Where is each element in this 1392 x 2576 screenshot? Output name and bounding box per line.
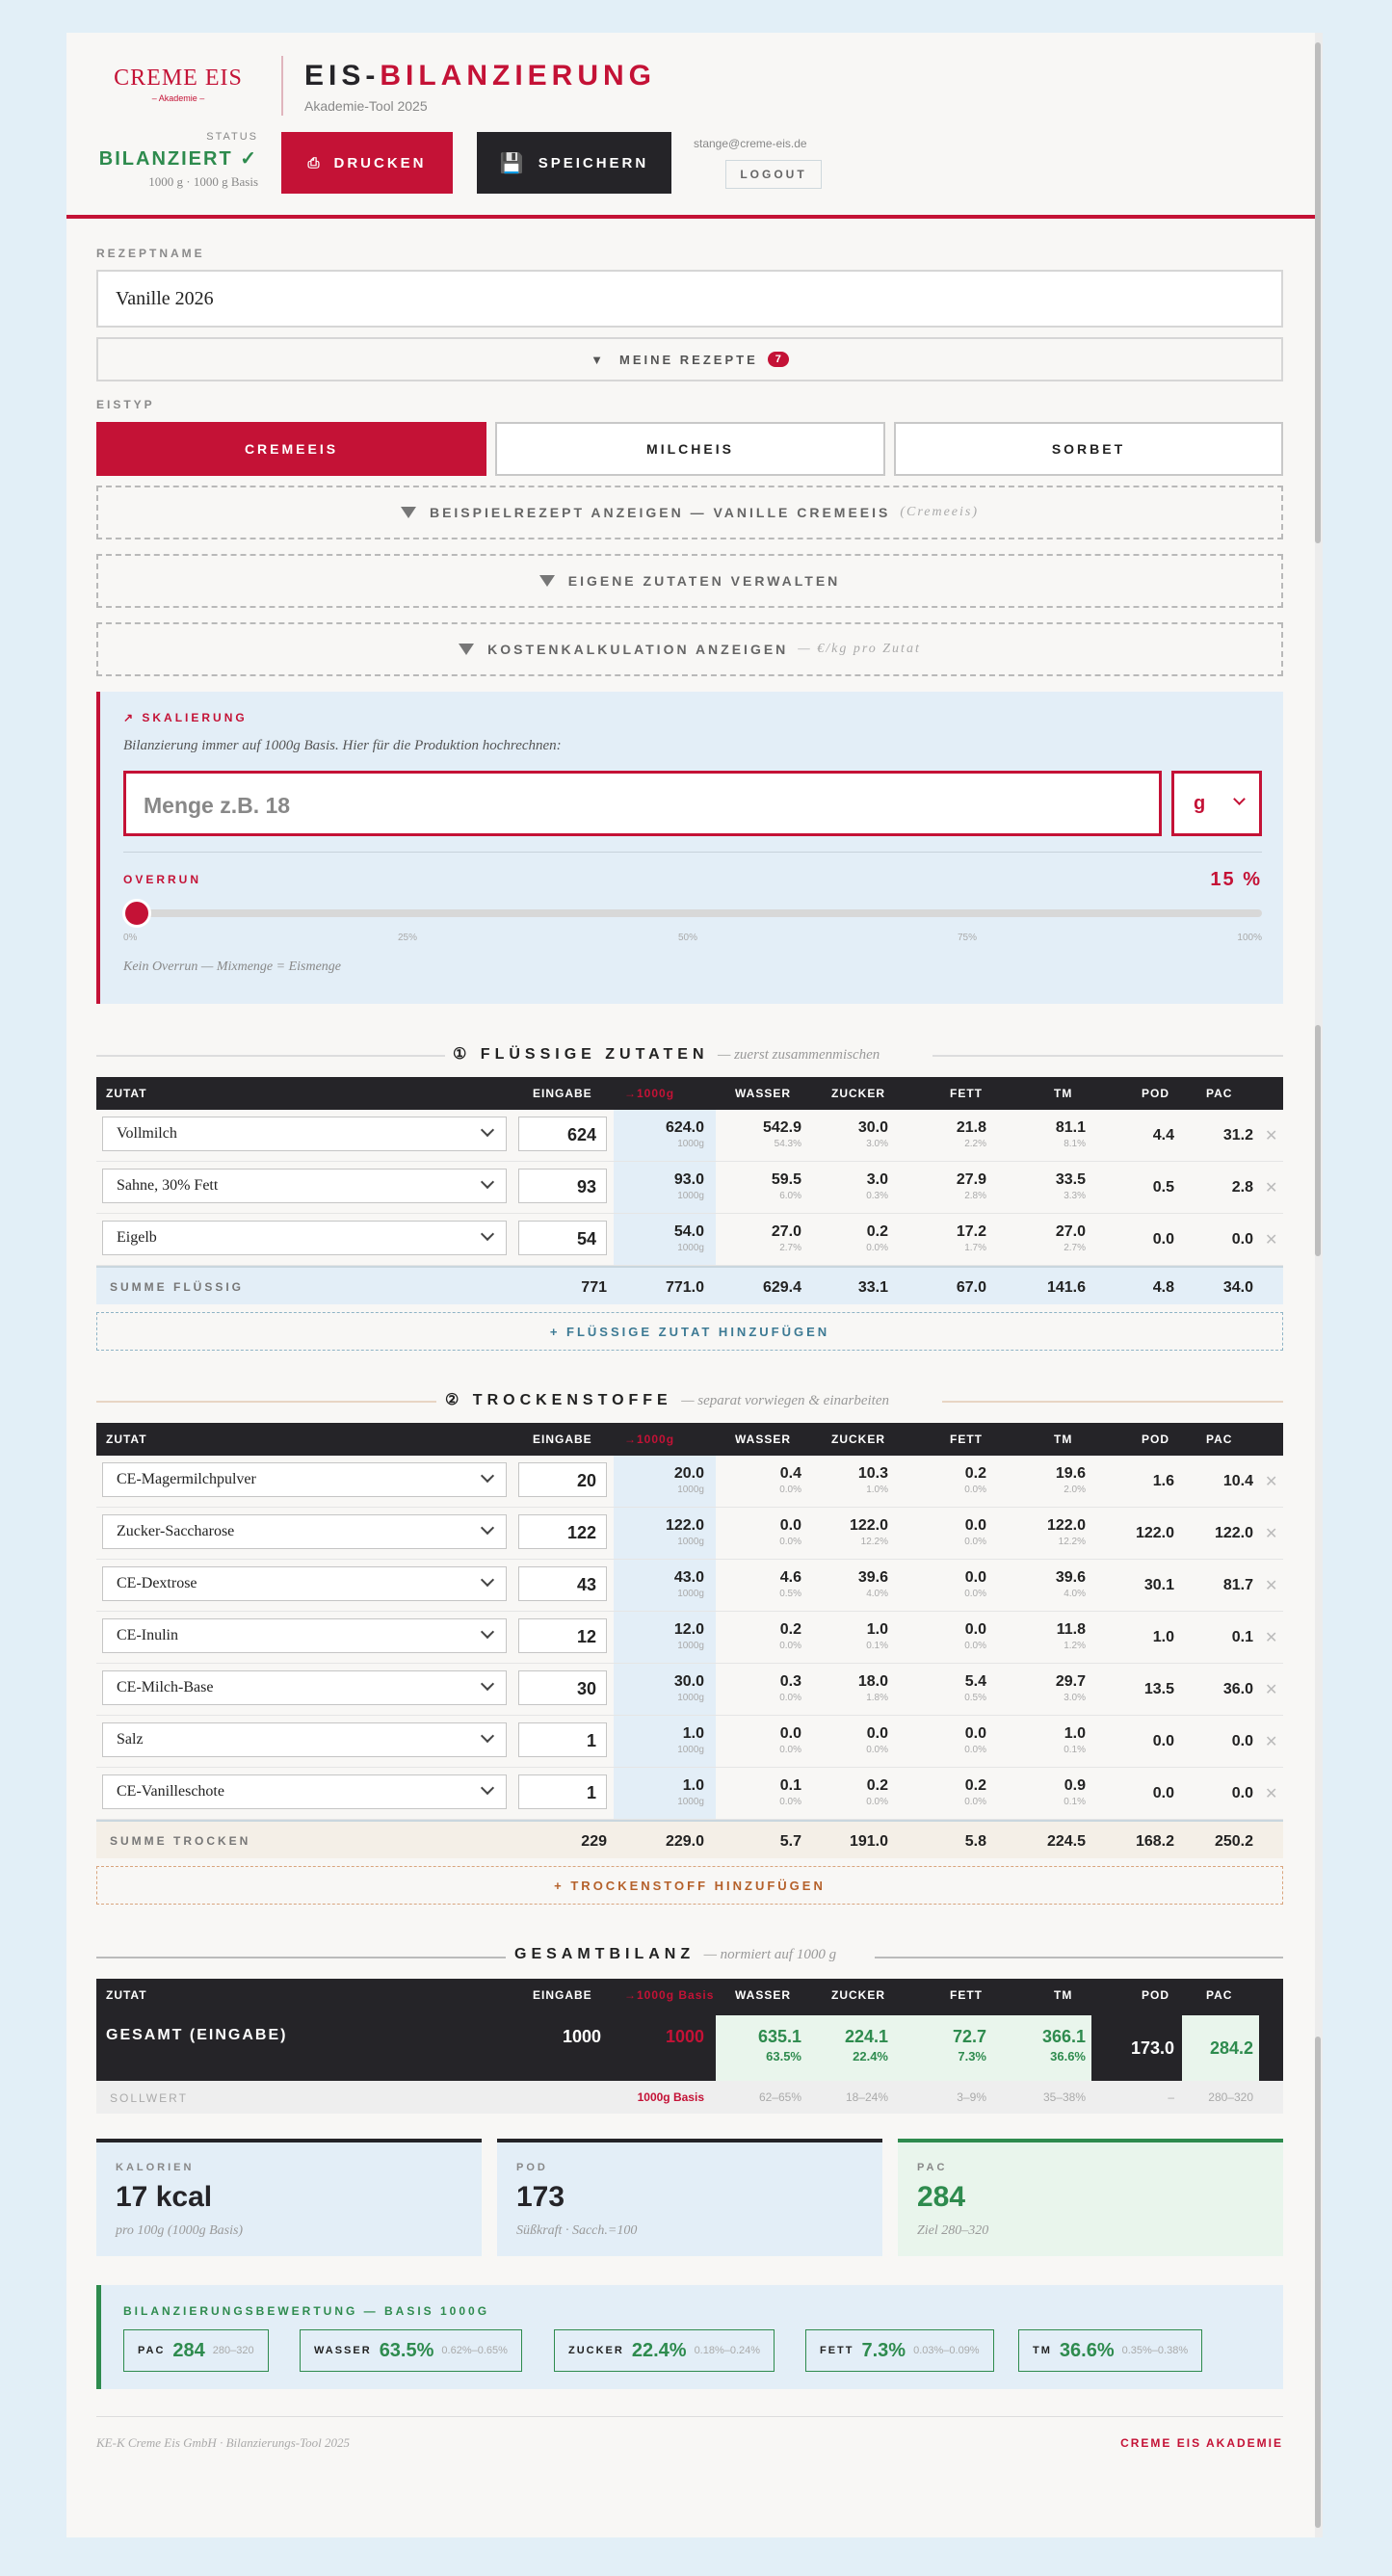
cell-zucker: 122.0 12.2% [849,1517,888,1547]
chevron-down-icon [481,1729,494,1743]
cell-pod: 4.4 [1152,1127,1174,1143]
cell-zucker: 30.0 3.0% [857,1119,888,1149]
total-pac-value: 284.2 [1209,2038,1253,2058]
amount-input[interactable]: 43 [518,1566,607,1601]
print-button[interactable]: ⎙ DRUCKEN [281,132,453,194]
cell-pac: 2.8 [1231,1179,1253,1196]
cell-pac: 0.0 [1231,1785,1253,1801]
cell-pod: 122.0 [1135,1525,1174,1541]
scale-amount-input[interactable]: Menge z.B. 18 [123,771,1162,836]
chevron-down-icon [481,1175,494,1189]
ingredient-select[interactable]: CE-Dextrose [102,1566,507,1601]
status-basis: 1000 g · 1000 g Basis [148,174,258,189]
table-row [96,1110,1283,1162]
cell-1000g: 30.0 1000g [673,1673,704,1703]
cell-pac: 31.2 [1222,1127,1253,1143]
icetype-sorbet[interactable]: SORBET [894,422,1283,476]
cell-tm: 39.6 4.0% [1055,1569,1086,1599]
recipe-name-label: REZEPTNAME [96,247,205,260]
ingredient-select[interactable]: CE-Vanilleschote [102,1774,507,1809]
chevron-down-icon [481,1781,494,1795]
cell-pac: 10.4 [1222,1473,1253,1489]
cell-pod: 13.5 [1143,1681,1174,1697]
cell-pac: 36.0 [1222,1681,1253,1697]
cell-zucker: 0.2 0.0% [866,1777,888,1807]
table-row [96,1162,1283,1214]
icetype-cremeeis[interactable]: CREMEEIS [96,422,486,476]
cell-wasser: 0.0 0.0% [779,1517,801,1547]
ingredient-select[interactable]: Zucker-Saccharose [102,1514,507,1549]
header-rule [66,215,1315,219]
cost-calc-toggle[interactable]: KOSTENKALKULATION ANZEIGEN — €/kg pro Zutat [96,622,1283,676]
eval-fett: FETT 7.3% 0.03%–0.09% [805,2329,994,2372]
cell-pod: 1.6 [1152,1473,1174,1489]
cell-pod: 0.5 [1152,1179,1174,1196]
chevron-down-icon [481,1227,494,1241]
icetype-label: EISTYP [96,398,155,411]
cell-1000g: 54.0 1000g [673,1223,704,1253]
logo [96,66,260,103]
cell-zucker: 10.3 1.0% [857,1465,888,1495]
sum-row: SUMME TROCKEN 229 229.0 5.7 191.0 5.8 224.5 168.2 250.2 [96,1820,1283,1858]
total-1000g-value: 1000 [665,2027,704,2046]
triangle-down-icon [539,575,555,587]
overrun-slider-track[interactable] [123,909,1262,917]
cell-pac: 81.7 [1222,1577,1253,1593]
cell-zucker: 39.6 4.0% [857,1569,888,1599]
cell-1000g: 93.0 1000g [673,1171,704,1201]
logo-sub: – Akademie – [151,93,205,103]
scaling-title: ↗ SKALIERUNG [123,711,248,724]
remove-row-icon[interactable]: ✕ [1265,1128,1278,1144]
overrun-note: Kein Overrun — Mixmenge = Eismenge [123,959,342,974]
cell-tm: 29.7 3.0% [1055,1673,1086,1703]
cell-wasser: 59.5 6.0% [771,1171,801,1201]
table-row [96,1560,1283,1612]
amount-input[interactable]: 93 [518,1169,607,1203]
cell-pod: 0.0 [1152,1231,1174,1248]
remove-row-icon[interactable]: ✕ [1265,1734,1278,1750]
cell-wasser: 4.6 0.5% [779,1569,801,1599]
cell-zucker: 18.0 1.8% [857,1673,888,1703]
user-email: stange@creme-eis.de [694,137,807,150]
dry-section-heading: ② TROCKENSTOFFE — separat vorwiegen & einarbeiten [96,1390,1283,1409]
table-row [96,1612,1283,1664]
pac-card: PAC 284 Ziel 280–320 [898,2139,1283,2256]
chevron-down-icon [481,1573,494,1587]
total-table-header: ZUTAT EINGABE →1000g Basis WASSER ZUCKER FETT TM POD PAC [106,1988,1233,2002]
cell-zucker: 1.0 0.1% [866,1621,888,1651]
calories-card: KALORIEN 17 kcal pro 100g (1000g Basis) [96,2139,482,2256]
remove-row-icon[interactable]: ✕ [1265,1180,1278,1196]
evaluation-title: BILANZIERUNGSBEWERTUNG — BASIS 1000G [123,2304,490,2318]
scale-unit-select[interactable]: g [1171,771,1262,836]
my-recipes-toggle[interactable]: ▼ MEINE REZEPTE 7 [96,337,1283,381]
eval-zucker: ZUCKER 22.4% 0.18%–0.24% [554,2329,775,2372]
total-section-heading: GESAMTBILANZ — normiert auf 1000 g [96,1946,1283,1965]
cell-wasser: 0.4 0.0% [779,1465,801,1495]
cell-pod: 30.1 [1143,1577,1174,1593]
cell-tm: 11.8 1.2% [1056,1621,1086,1651]
cell-fett: 21.8 2.2% [956,1119,986,1149]
ingredient-select[interactable]: CE-Inulin [102,1618,507,1653]
liquid-table [96,1077,1283,1351]
ingredient-select[interactable]: Sahne, 30% Fett [102,1169,507,1203]
amount-input[interactable]: 30 [518,1670,607,1705]
cell-1000g: 1.0 1000g [677,1725,704,1755]
table-row [96,1716,1283,1768]
cell-zucker: 3.0 0.3% [866,1171,888,1201]
table-row [96,1214,1283,1266]
recipe-count-badge: 7 [768,352,789,367]
recipe-name-input[interactable]: Vanille 2026 [96,270,1283,328]
logo-name: CREME EIS [114,66,243,91]
amount-input[interactable]: 54 [518,1221,607,1255]
own-ingredients-toggle[interactable]: EIGENE ZUTATEN VERWALTEN [96,554,1283,608]
table-row [96,1664,1283,1716]
cell-wasser: 542.9 54.3% [762,1119,801,1149]
cell-tm: 19.6 2.0% [1055,1465,1086,1495]
cell-zucker: 0.2 0.0% [866,1223,888,1253]
table-row [96,1768,1283,1820]
remove-row-icon[interactable]: ✕ [1265,1474,1278,1490]
status-block [96,131,258,190]
cell-fett: 0.2 0.0% [964,1465,986,1495]
footer-rule [96,2416,1283,2417]
table-header: ZUTAT EINGABE →1000g WASSER ZUCKER FETT TM POD PAC [96,1423,1283,1456]
chevron-down-icon [481,1521,494,1535]
cell-fett: 5.4 0.5% [964,1673,986,1703]
remove-row-icon[interactable]: ✕ [1265,1232,1278,1249]
chevron-down-icon [1233,793,1246,805]
total-table [96,1979,1283,2081]
liquid-section-heading: ① FLÜSSIGE ZUTATEN — zuerst zusammenmischen [96,1044,1283,1064]
add-dry-button[interactable]: + TROCKENSTOFF HINZUFÜGEN [96,1866,1283,1905]
cell-1000g: 20.0 1000g [673,1465,704,1495]
total-row-label: GESAMT (EINGABE) [106,2027,288,2043]
remove-row-icon[interactable]: ✕ [1265,1786,1278,1802]
scrollbar[interactable] [1315,33,1323,2537]
table-header: ZUTAT EINGABE →1000g WASSER ZUCKER FETT TM POD PAC [96,1077,1283,1110]
eval-pac: PAC 284 280–320 [123,2329,269,2372]
remove-row-icon[interactable]: ✕ [1265,1578,1278,1594]
cell-fett: 0.0 0.0% [964,1725,986,1755]
scaling-description: Bilanzierung immer auf 1000g Basis. Hier für die Produktion hochrechnen: [123,738,562,753]
chevron-down-icon [481,1625,494,1639]
eval-tm: TM 36.6% 0.35%–0.38% [1018,2329,1202,2372]
remove-row-icon[interactable]: ✕ [1265,1682,1278,1698]
print-icon: ⎙ [307,154,323,171]
chevron-down-icon [481,1677,494,1691]
cell-pod: 0.0 [1152,1785,1174,1801]
status-label: STATUS [206,131,258,143]
sum-row: SUMME FLÜSSIG 771 771.0 629.4 33.1 67.0 141.6 4.8 34.0 [96,1266,1283,1304]
triangle-down-icon: ▼ [591,352,606,367]
cell-pac: 0.0 [1231,1231,1253,1248]
cell-fett: 17.2 1.7% [956,1223,986,1253]
cell-pac: 122.0 [1214,1525,1253,1541]
status-badge: BILANZIERT ✓ [98,148,258,170]
chevron-down-icon [481,1123,494,1137]
cell-1000g: 12.0 1000g [673,1621,704,1651]
ingredient-select[interactable]: CE-Magermilchpulver [102,1462,507,1497]
overrun-value: 15 % [1210,869,1262,890]
pod-card: POD 173 Süßkraft · Sacch.=100 [497,2139,882,2256]
cell-fett: 0.2 0.0% [964,1777,986,1807]
cell-tm: 27.0 2.7% [1055,1223,1086,1253]
overrun-label: OVERRUN [123,873,202,886]
cell-1000g: 43.0 1000g [673,1569,704,1599]
cell-pac: 0.1 [1231,1629,1253,1645]
example-recipe-toggle[interactable]: BEISPIELREZEPT ANZEIGEN — VANILLE CREMEEIS (Cremeeis) [96,486,1283,539]
footer-brand[interactable]: CREME EIS AKADEMIE [1120,2436,1283,2450]
save-button[interactable]: 💾 SPEICHERN [477,132,671,194]
sollwert-row: SOLLWERT 1000g Basis 62–65% 18–24% 3–9% 35–38% – 280–320 [96,2081,1283,2114]
table-row [96,1456,1283,1508]
cell-wasser: 0.2 0.0% [779,1621,801,1651]
cell-fett: 0.0 0.0% [964,1517,986,1547]
cell-pod: 0.0 [1152,1733,1174,1749]
logout-button[interactable]: LOGOUT [725,160,822,189]
table-row [96,1508,1283,1560]
triangle-down-icon [401,507,416,518]
amount-input[interactable]: 12 [518,1618,607,1653]
cell-1000g: 624.0 1000g [665,1119,704,1149]
icetype-milcheis[interactable]: MILCHEIS [495,422,885,476]
ingredient-select[interactable]: Salz [102,1722,507,1757]
total-pod-value: 173.0 [1130,2038,1174,2058]
cell-tm: 33.5 3.3% [1055,1171,1086,1201]
cell-fett: 27.9 2.8% [956,1171,986,1201]
cell-tm: 0.9 0.1% [1064,1777,1086,1807]
footer-copyright: KE-K Creme Eis GmbH · Bilanzierungs-Tool 2025 [96,2435,351,2450]
cell-pac: 0.0 [1231,1733,1253,1749]
header-divider [281,56,283,116]
triangle-down-icon [459,644,474,655]
cell-1000g: 122.0 1000g [665,1517,704,1547]
total-values: 635.1 63.5% 224.1 22.4% 72.7 7.3% 366.1 36.6% [757,2027,1086,2063]
floppy-icon: 💾 [499,152,527,174]
cell-tm: 1.0 0.1% [1064,1725,1086,1755]
dry-table [96,1423,1283,1905]
overrun-ticks: 0% 25% 50% 75% 100% [123,933,1262,943]
cell-wasser: 27.0 2.7% [771,1223,801,1253]
cell-zucker: 0.0 0.0% [866,1725,888,1755]
add-liquid-button[interactable]: + FLÜSSIGE ZUTAT HINZUFÜGEN [96,1312,1283,1351]
amount-input[interactable]: 1 [518,1722,607,1757]
remove-row-icon[interactable]: ✕ [1265,1526,1278,1542]
cell-pod: 1.0 [1152,1629,1174,1645]
ingredient-select[interactable]: Eigelb [102,1221,507,1255]
cell-tm: 81.1 8.1% [1055,1119,1086,1149]
ingredient-select[interactable]: CE-Milch-Base [102,1670,507,1705]
total-input-value: 1000 [562,2027,601,2046]
amount-input[interactable]: 1 [518,1774,607,1809]
page-title: EIS-BILANZIERUNG [304,60,657,92]
chevron-down-icon [481,1469,494,1483]
tool-version: Akademie-Tool 2025 [304,98,428,114]
amount-input[interactable]: 122 [518,1514,607,1549]
cell-fett: 0.0 0.0% [964,1569,986,1599]
eval-wasser: WASSER 63.5% 0.62%–0.65% [300,2329,522,2372]
scaling-divider [123,852,1262,853]
cell-tm: 122.0 12.2% [1046,1517,1086,1547]
ingredient-select[interactable]: Vollmilch [102,1117,507,1151]
overrun-slider-handle[interactable] [122,899,151,928]
cell-wasser: 0.3 0.0% [779,1673,801,1703]
cell-1000g: 1.0 1000g [677,1777,704,1807]
amount-input[interactable]: 624 [518,1117,607,1151]
cell-wasser: 0.1 0.0% [779,1777,801,1807]
amount-input[interactable]: 20 [518,1462,607,1497]
cell-fett: 0.0 0.0% [964,1621,986,1651]
remove-row-icon[interactable]: ✕ [1265,1630,1278,1646]
cell-wasser: 0.0 0.0% [779,1725,801,1755]
